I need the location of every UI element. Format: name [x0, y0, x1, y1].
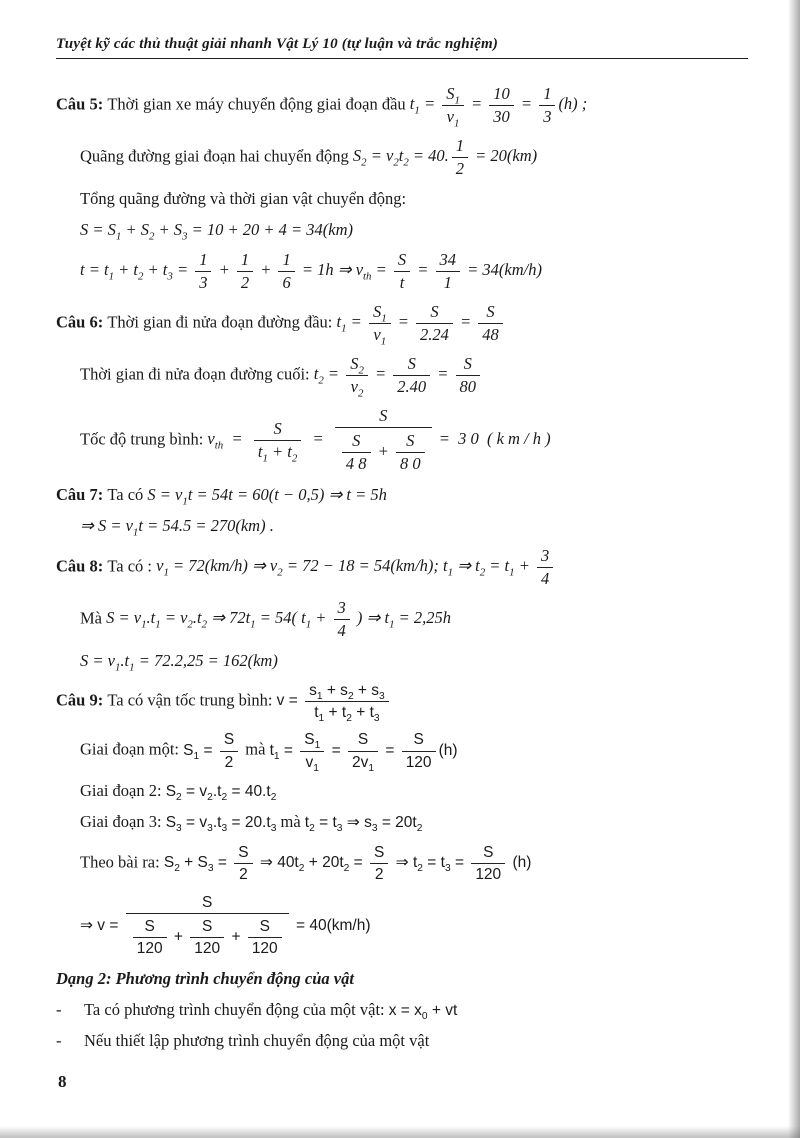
segment-umath: $S_2 + S_3$ = $\frac{S}{2}$ ⇒ $40t_2 + 20t_2$ = $\frac{S}{2}$ ⇒ $t_2 = t_3$ = $\frac{S}{120}$ (h) [163, 843, 532, 884]
segment-label: Câu 5: [56, 94, 108, 114]
page-number: 8 [58, 1072, 67, 1091]
fraction: $\frac{S}{48}$ [478, 302, 503, 345]
fraction: $\frac{1}{3}$ [195, 250, 211, 293]
segment-umath: v = $\frac{s_1 + s_2 + s_3}{t_1 + t_2 + t_3}$ [277, 692, 392, 709]
content-line [56, 83, 750, 128]
segment-label: Câu 8: [56, 556, 108, 576]
content-line [80, 892, 750, 960]
segment-label: Câu 6: [56, 311, 108, 331]
fraction: $\frac{3}{4}$ [334, 598, 350, 641]
fraction: $\frac{S}{t_1 + t_2}$ [254, 419, 301, 462]
content-line [56, 1029, 750, 1053]
segment-text: Ta có [107, 484, 148, 504]
fraction: $\frac{S}{2.24}$ [416, 302, 453, 345]
segment-text: Theo bài ra: [80, 852, 164, 872]
segment-text: Nếu thiết lập phương trình chuyển động của một vật [84, 1031, 430, 1051]
segment-umath: $t_2 = t_3$ ⇒ $s_3 = 20t_2$ [304, 814, 423, 835]
content-line [80, 779, 750, 803]
segment-math: $t_1$ = $\frac{S_1}{v_1}$ = $\frac{10}{30}$ = $\frac{1}{3}$ (h) ; [409, 84, 588, 130]
content-line [80, 649, 750, 673]
fraction: $\frac{1}{2}$ [237, 250, 253, 293]
segment-umath: $t_1$ = $\frac{S_1}{v_1}$ = $\frac{S}{2v_1}$ = $\frac{S}{120}$ (h) [269, 731, 458, 774]
segment-text: Tổng quãng đường và thời gian vật chuyển động: [80, 188, 407, 208]
fraction: $\frac{S}{80}$ [456, 354, 481, 397]
content-line [80, 249, 750, 294]
segment-math: ⇒ $S = v_1t = 54.5 = 270(km)$ . [80, 515, 274, 539]
segment-umath: $S_3 = v_3.t_3 = 20.t_3$ [165, 814, 277, 835]
fraction: $\frac{S_1}{v_1}$ [300, 730, 324, 771]
fraction: S $\frac{S}{4 8}$ + $\frac{S}{8 0}$ [335, 406, 432, 475]
document-lines [56, 59, 750, 1053]
segment-math: $t_1$ = $\frac{S_1}{v_1}$ = $\frac{S}{2.24}$ = $\frac{S}{48}$ [337, 312, 506, 331]
content-line [56, 301, 750, 346]
fraction: $\frac{1}{2}$ [452, 136, 468, 179]
content-line [56, 483, 750, 507]
content-line [80, 514, 750, 538]
fraction: $\frac{S}{120}$ [471, 843, 505, 884]
fraction: $\frac{1}{3}$ [539, 84, 555, 127]
segment-heading: Dạng 2: Phương trình chuyển động của vật [56, 968, 354, 988]
fraction: $\frac{s_1 + s_2 + s_3}{t_1 + t_2 + t_3}$ [305, 681, 389, 722]
content-line [80, 187, 750, 211]
segment-text: mà [241, 739, 270, 759]
content-line [80, 597, 750, 642]
segment-label: Câu 7: [56, 484, 108, 504]
content-line [56, 998, 750, 1022]
segment-text: Quãng đường giai đoạn hai chuyển động [80, 146, 353, 166]
fraction: $\frac{S}{2}$ [220, 730, 238, 771]
fraction: $\frac{34}{1}$ [436, 250, 461, 293]
segment-label: Câu 9: [56, 690, 108, 710]
segment-text: Giai đoạn một: [80, 739, 184, 759]
fraction: $\frac{S}{120}$ [133, 917, 167, 958]
content-line [56, 967, 750, 991]
segment-umath: $S_1$ = $\frac{S}{2}$ [183, 742, 241, 759]
segment-math: $S = v_1.t_1 = 72.2,25 = 162(km)$ [80, 650, 278, 673]
content-line [56, 680, 750, 723]
segment-math: $S = S_1 + S_2 + S_3 = 10 + 20 + 4 = 34(km)$ [80, 219, 353, 243]
segment-umath: ⇒ v = S $\frac{S}{120}$ + $\frac{S}{120}$ + $\frac{S}{120}$ = 40(km/h) [80, 893, 371, 958]
scan-shadow-right [788, 0, 800, 1138]
segment-text: Giai đoạn 3: [80, 812, 166, 832]
scan-shadow-bottom [0, 1126, 800, 1138]
fraction: $\frac{S}{2.40}$ [393, 354, 430, 397]
fraction: $\frac{S_1}{v_1}$ [369, 302, 391, 345]
segment-math: $v_{th}$ = $\frac{S}{t_1 + t_2}$ = S $\frac{S}{4 8}$ + $\frac{S}{8 0}$ = 3 0 ( k m / h ) [207, 405, 551, 474]
fraction: $\frac{S_1}{v_1}$ [442, 84, 464, 127]
segment-text: Giai đoạn 2: [80, 781, 166, 801]
segment-text: Thời gian xe máy chuyển động giai đoạn đầu [107, 94, 410, 114]
segment-umath: $S_2 = v_2.t_2 = 40.t_2$ [165, 783, 277, 804]
fraction: $\frac{S}{2}$ [234, 843, 252, 884]
fraction: $\frac{S_2}{v_2}$ [346, 354, 368, 397]
segment-text: Ta có vận tốc trung bình: [107, 690, 277, 710]
fraction: $\frac{S}{120}$ [248, 917, 282, 958]
page-header-title: Tuyệt kỹ các thủ thuật giải nhanh Vật Lý 10 (tự luận và trắc nghiệm) [56, 36, 748, 59]
fraction: $\frac{S}{8 0}$ [396, 431, 425, 474]
segment-math: $S = v_1.t_1 = v_2.t_2$ ⇒ $72t_1 = 54$( $t_1$ + $\frac{3}{4}$ ) ⇒ $t_1 = 2,25h$ [106, 597, 452, 641]
content-line [80, 405, 750, 476]
segment-text: Mà [80, 607, 107, 627]
fraction: $\frac{3}{4}$ [537, 546, 553, 589]
content-line [80, 810, 750, 834]
segment-text: Ta có phương trình chuyển động của một vật: [84, 999, 389, 1019]
content-line [80, 729, 750, 772]
list-bullet: - [56, 999, 62, 1019]
content-line [80, 353, 750, 398]
fraction: S $\frac{S}{120}$ + $\frac{S}{120}$ + $\frac{S}{120}$ [126, 893, 289, 959]
segment-math: $t_2$ = $\frac{S_2}{v_2}$ = $\frac{S}{2.40}$ = $\frac{S}{80}$ [314, 364, 483, 383]
fraction: $\frac{S}{4 8}$ [342, 431, 371, 474]
fraction: $\frac{S}{t}$ [394, 250, 410, 293]
fraction: $\frac{S}{2}$ [370, 843, 388, 884]
segment-text: Ta có : [107, 556, 157, 576]
fraction: $\frac{S}{2v_1}$ [348, 730, 378, 771]
segment-math: $v_1 = 72(km/h)$ ⇒ $v_2 = 72 - 18 = 54(km/h)$; $t_1$ ⇒ $t_2 = t_1$ + $\frac{3}{4}$ [156, 556, 556, 575]
segment-math: $S_2 = v_2t_2 = 40$. $\frac{1}{2}$ = 20(km) [352, 135, 538, 179]
fraction: $\frac{S}{120}$ [402, 730, 436, 771]
segment-text: mà [276, 812, 305, 832]
segment-text: Tốc độ trung bình: [80, 429, 208, 449]
fraction: $\frac{1}{6}$ [278, 250, 294, 293]
segment-text: Thời gian đi nửa đoạn đường cuối: [80, 363, 314, 383]
segment-umath: $x = x_0$ + vt [388, 1001, 458, 1022]
content-line [80, 218, 750, 242]
content-line [56, 545, 750, 590]
fraction: $\frac{10}{30}$ [489, 84, 514, 127]
segment-text: Thời gian đi nửa đoạn đường đầu: [107, 311, 337, 331]
content-line [80, 842, 750, 885]
fraction: $\frac{S}{120}$ [190, 917, 224, 958]
list-bullet: - [56, 1031, 62, 1051]
segment-math: $t = t_1 + t_2 + t_3$ = $\frac{1}{3}$ + $\frac{1}{2}$ + $\frac{1}{6}$ = 1h ⇒ $v_{th}$ = $\frac{S}{t}$ = $\frac{34}{1}$ = 34(km/h) [80, 249, 542, 293]
content-line [80, 135, 750, 180]
segment-math: $S = v_1t = 54t = 60(t - 0,5)$ ⇒ t = 5h [147, 484, 387, 508]
